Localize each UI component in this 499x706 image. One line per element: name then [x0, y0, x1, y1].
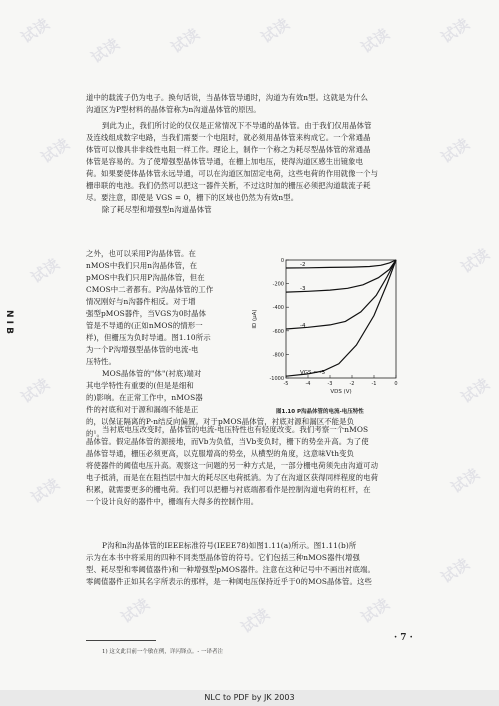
watermark-text: 试读: [37, 134, 73, 167]
text-line: 其电学特性有重要的(但是是细和: [86, 381, 194, 390]
watermark-text: 试读: [357, 594, 393, 627]
text-line: 尽。要注意，即使是 VGS = 0，栅下的区域也仍然为有效n型。: [86, 193, 299, 202]
curve-label: -4: [300, 323, 306, 330]
y-tick-label: -600: [272, 328, 284, 335]
text-line: CMOS中二者都有。P沟晶体管的工作: [86, 285, 214, 294]
text-line: 为一个P沟增强型晶体管的电流-电: [86, 345, 199, 354]
watermark-text: 试读: [257, 14, 293, 47]
x-tick-label: 0: [394, 381, 398, 387]
y-axis-label: ID (μA): [252, 309, 258, 329]
x-tick-label: -3: [327, 381, 333, 387]
watermark-text: 试读: [437, 554, 473, 587]
watermark-text: 试读: [357, 24, 393, 57]
watermark-text: 试读: [457, 374, 493, 407]
text-line: 到此为止，我们所讨论的仅仅是正常情况下不导通的晶体管。由于我们仅用晶体管: [102, 121, 372, 130]
text-line: 栅串联的电池。我们仍然可以把这一器件关断，不过这时加的栅压必须把沟道载流子耗: [86, 181, 371, 190]
y-tick-label: -800: [272, 352, 284, 359]
text-line: 体管可以像具非非线性电阻一样工作。理论上，制作一个称之为耗尽型晶体管的常通晶: [86, 145, 371, 154]
text-line: 样)，但栅压为负时导通。图1.10所示: [86, 333, 211, 342]
text-line: 体管是容易的。为了使增强型晶体管导通，在栅上加电压，使得沟道区感生出镜象电: [86, 157, 364, 166]
text-line: 及连线组成数字电路，当我们需要一个电阻时，就必须用晶体管来构成它。一个常通晶: [86, 133, 371, 142]
footnote-divider: [86, 640, 156, 641]
text-line: 零阈值器件正如其名字所表示的那样，是一种阈电压保持近乎于0的MOS晶体管。这些: [86, 577, 372, 586]
text-line: 压特性。: [86, 357, 116, 366]
text-line: 一个设计良好的器件中，栅端有大得多的控制作用。: [86, 497, 259, 506]
y-tick-label: -1000: [269, 376, 284, 382]
x-axis-label: VDS (V): [330, 389, 352, 395]
text-line: 道中的载流子仍为电子。换句话说，当晶体管导通时，沟道为有效n型。这就是为什么: [86, 93, 369, 102]
footnote: 1) 这文此目前一个敏在例，详闪锋点。- 一译者注: [102, 649, 224, 655]
y-tick-label: -200: [272, 281, 284, 288]
watermark-text: 试读: [237, 604, 273, 637]
watermark-text: 试读: [437, 14, 473, 47]
watermark-text: 试读: [167, 24, 203, 57]
watermark-text: 试读: [457, 244, 493, 277]
text-line: 管是不导通的(正如nMOS的情形一: [86, 321, 203, 330]
text-line: 情况刚好与n沟器件相反。对于增: [86, 297, 196, 306]
text-line: 除了耗尽型和增强型n沟道晶体管: [102, 205, 212, 214]
watermark-text: 试读: [117, 594, 153, 627]
watermark-text: 试读: [27, 474, 63, 507]
watermark-text: 试读: [17, 374, 53, 407]
text-line: P沟和n沟晶体管的IEEE标准符号(IEEE78)如图1.11(a)所示。图1.11(b)所: [102, 541, 357, 550]
text-line: nMOS中我们只用n沟晶体管，在: [86, 261, 198, 270]
watermark-text: 试读: [447, 464, 483, 497]
text-line: MOS晶体管的"体"(衬底)端对: [102, 369, 202, 378]
symbol-paragraph: [86, 540, 414, 588]
y-tick-label: -400: [272, 305, 284, 312]
text-line: 示为在本书中将采用的四种不同类型晶体管的符号。它们包括三种nMOS器件(增强: [86, 553, 361, 562]
text-line: pMOS中我们只用P沟晶体管，但在: [86, 273, 205, 282]
text-line: 的¹。: [86, 429, 105, 438]
x-tick-label: -5: [283, 381, 289, 387]
text-line: 晶体管。假定晶体管的源接地，而Vb为负值，当Vb变负时，栅下的势垒升高。为了使: [86, 437, 369, 446]
text-line: 件的衬底和对于源和漏端不能是正: [86, 405, 199, 414]
intro-paragraph: [86, 120, 414, 216]
footer-text: NLC to PDF by JK 2003: [204, 693, 295, 702]
text-line: 积累，就需要更多的栅电荷。我们可以把栅与衬底端都看作是控制沟道电荷的杠杆，在: [86, 485, 371, 494]
iv-curve: [286, 260, 396, 329]
text-line: 晶体管导通，栅压必须更高，以克服增高的势垒，从横型的角度，这意味Vth变负: [86, 449, 355, 458]
figure-caption: 图1.10 P沟晶体管的电流-电压特性: [276, 409, 364, 415]
iv-chart-svg: [246, 250, 416, 410]
text-line: 电子抵消，而是在在阻挡层中加大的耗尽区电荷抵消。为了在沟道区获得同样程度的电荷: [86, 473, 379, 482]
page-number: · 7 ·: [394, 633, 413, 643]
text-line: 之外，也可以采用P沟晶体管。在: [86, 249, 196, 258]
text-line: 的)影响。在正常工作中，nMOS器: [86, 393, 203, 402]
watermark-text: 试读: [87, 34, 123, 67]
watermark-text: 试读: [17, 14, 53, 47]
sidebar-label: N I B: [4, 310, 14, 335]
x-tick-label: -2: [349, 381, 355, 387]
top-paragraph: [86, 92, 414, 116]
x-tick-label: -1: [371, 381, 377, 387]
substrate-paragraph: [86, 424, 414, 508]
text-line: 型、耗尽型和零阈值器件)和一种增强型pMOS器件。注意在这种记号中不画出衬底端。: [86, 565, 375, 574]
y-tick-label: 0: [280, 258, 284, 264]
iv-characteristic-figure: [246, 250, 416, 420]
watermark-text: 试读: [437, 134, 473, 167]
watermark-text: 试读: [27, 254, 63, 287]
text-line: 的，以保证隔离的P-n结反向偏置。对于pMOS晶体管，衬底对源和漏区不能是负: [86, 417, 355, 426]
text-line: 荷。如果要使体晶体管永远导通，可以在沟道区加固定电荷，这些电荷的作用就像一个与: [86, 169, 379, 178]
text-line: 沟道区为P型材料的晶体管称为n沟道晶体管的原因。: [86, 105, 261, 114]
text-line: 当衬底电压改变时，晶体管的电流-电压特性也有轻度改变。我们考察一个nMOS: [102, 425, 369, 434]
text-line: 强型pMOS器件，当VGS为0时晶体: [86, 309, 207, 318]
curve-label: VGS = -5: [300, 370, 326, 377]
curve-label: -3: [300, 286, 306, 293]
x-tick-label: -4: [305, 381, 311, 387]
curve-label: -2: [300, 262, 306, 269]
plot-frame: [286, 260, 396, 378]
text-line: 将使器件的阈值电压升高。观察这一问题的另一种方式是，一部分栅电荷须先由沟道可动: [86, 461, 379, 470]
